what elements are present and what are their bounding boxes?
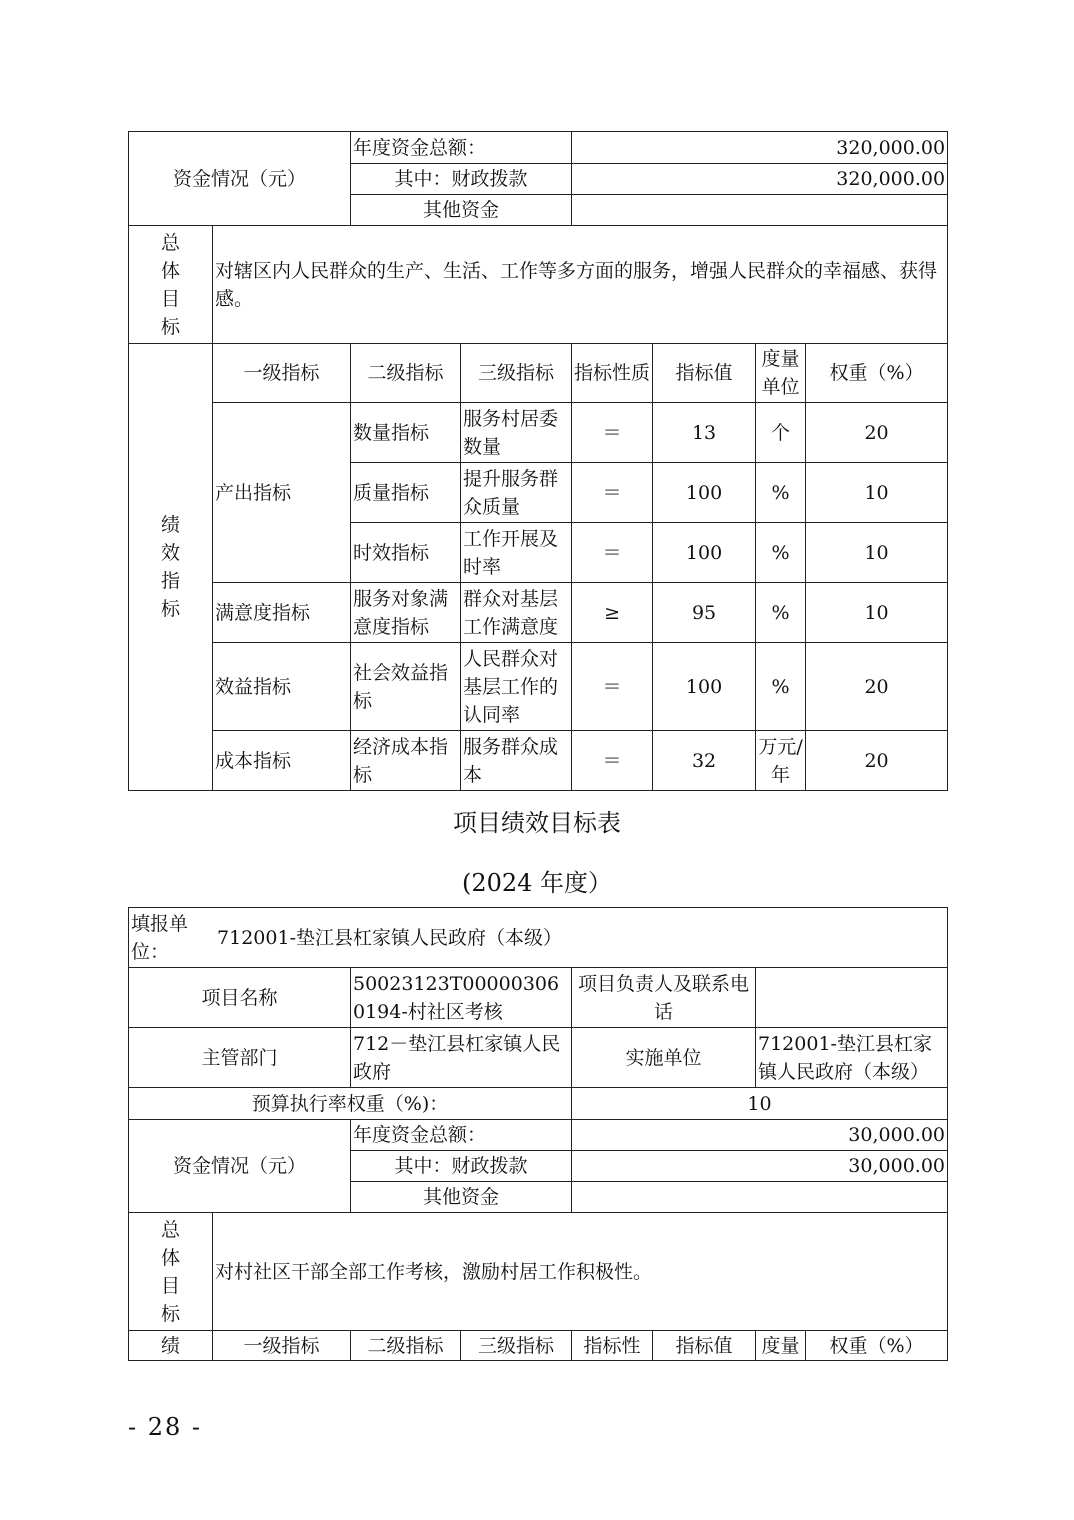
row-unit: % bbox=[756, 643, 806, 731]
row-level1: 满意度指标 bbox=[213, 583, 351, 643]
row-level3: 提升服务群众质量 bbox=[461, 463, 572, 523]
goal-label bbox=[129, 1213, 213, 1331]
contact-value bbox=[756, 968, 948, 1028]
row-unit: % bbox=[756, 463, 806, 523]
funds-label: 资金情况（元） bbox=[129, 1120, 351, 1213]
header-level3: 三级指标 bbox=[461, 344, 572, 403]
row-weight: 20 bbox=[806, 643, 948, 731]
row-level2: 经济成本指标 bbox=[351, 731, 461, 791]
row-value: 32 bbox=[653, 731, 756, 791]
table-row bbox=[129, 403, 948, 463]
budget-weight-value: 10 bbox=[572, 1088, 948, 1120]
header-weight: 权重（%） bbox=[806, 1331, 948, 1361]
row-unit: 万元/年 bbox=[756, 731, 806, 791]
header-level3: 三级指标 bbox=[461, 1331, 572, 1361]
other-funds-label: 其他资金 bbox=[351, 1182, 572, 1213]
dept-value: 712－垫江县杠家镇人民政府 bbox=[351, 1028, 572, 1088]
project-name-label: 项目名称 bbox=[129, 968, 351, 1028]
other-funds-value bbox=[572, 1182, 948, 1213]
goal-label-text: 总体目标 bbox=[160, 231, 180, 338]
reporter-value: 712001-垫江县杠家镇人民政府（本级） bbox=[217, 926, 562, 949]
goal-text: 对辖区内人民群众的生产、生活、工作等多方面的服务，增强人民群众的幸福感、获得感。 bbox=[213, 226, 948, 344]
row-unit: % bbox=[756, 523, 806, 583]
row-weight: 20 bbox=[806, 403, 948, 463]
header-level1: 一级指标 bbox=[213, 1331, 351, 1361]
page-number: - 28 - bbox=[128, 1413, 203, 1441]
row-value: 95 bbox=[653, 583, 756, 643]
contact-label: 项目负责人及联系电话 bbox=[572, 968, 756, 1028]
reporter-row bbox=[129, 908, 948, 968]
perf-label bbox=[129, 344, 213, 791]
header-level1: 一级指标 bbox=[213, 344, 351, 403]
perf-label-text: 绩效指标 bbox=[160, 514, 180, 620]
row-level3: 服务村居委数量 bbox=[461, 403, 572, 463]
annual-total-label: 年度资金总额： bbox=[351, 1120, 572, 1151]
annual-total-value: 320,000.00 bbox=[572, 132, 948, 164]
budget-weight-label: 预算执行率权重（%)： bbox=[129, 1088, 572, 1120]
row-weight: 10 bbox=[806, 583, 948, 643]
header-level2: 二级指标 bbox=[351, 344, 461, 403]
row-nature: ≥ bbox=[572, 583, 653, 643]
row-value: 100 bbox=[653, 463, 756, 523]
header-nature: 指标性 bbox=[572, 1331, 653, 1361]
fiscal-value: 320,000.00 bbox=[572, 164, 948, 195]
row-value: 13 bbox=[653, 403, 756, 463]
header-unit: 度量 bbox=[756, 1331, 806, 1361]
header-value: 指标值 bbox=[653, 1331, 756, 1361]
section-title: 项目绩效目标表 bbox=[453, 809, 621, 837]
row-level2: 数量指标 bbox=[351, 403, 461, 463]
row-nature: ＝ bbox=[572, 731, 653, 791]
section-year: (2024 年度） bbox=[461, 869, 613, 897]
row-nature: ＝ bbox=[572, 643, 653, 731]
row-unit: % bbox=[756, 583, 806, 643]
performance-table-bottom bbox=[128, 907, 948, 1361]
row-value: 100 bbox=[653, 643, 756, 731]
impl-label: 实施单位 bbox=[572, 1028, 756, 1088]
row-level2: 质量指标 bbox=[351, 463, 461, 523]
goal-text: 对村社区干部全部工作考核，激励村居工作积极性。 bbox=[213, 1213, 948, 1331]
row-weight: 10 bbox=[806, 523, 948, 583]
row-nature: ＝ bbox=[572, 463, 653, 523]
table-row bbox=[129, 583, 948, 643]
row-weight: 20 bbox=[806, 731, 948, 791]
impl-value: 712001-垫江县杠家镇人民政府（本级） bbox=[756, 1028, 948, 1088]
row-level3: 工作开展及时率 bbox=[461, 523, 572, 583]
output-level1: 产出指标 bbox=[213, 403, 351, 583]
header-value: 指标值 bbox=[653, 344, 756, 403]
reporter-label: 填报单位： bbox=[131, 912, 189, 963]
row-unit: 个 bbox=[756, 403, 806, 463]
header-level2: 二级指标 bbox=[351, 1331, 461, 1361]
row-level3: 服务群众成本 bbox=[461, 731, 572, 791]
performance-table-top bbox=[128, 131, 948, 791]
row-value: 100 bbox=[653, 523, 756, 583]
dept-label: 主管部门 bbox=[129, 1028, 351, 1088]
other-funds-label: 其他资金 bbox=[351, 195, 572, 226]
row-level1: 成本指标 bbox=[213, 731, 351, 791]
perf-label: 绩 bbox=[129, 1331, 213, 1361]
funds-label: 资金情况（元） bbox=[129, 132, 351, 226]
row-nature: ＝ bbox=[572, 403, 653, 463]
goal-label-text: 总体目标 bbox=[160, 1218, 180, 1325]
fiscal-value: 30,000.00 bbox=[572, 1151, 948, 1182]
annual-total-label: 年度资金总额： bbox=[351, 132, 572, 164]
row-level2: 社会效益指标 bbox=[351, 643, 461, 731]
annual-total-value: 30,000.00 bbox=[572, 1120, 948, 1151]
row-nature: ＝ bbox=[572, 523, 653, 583]
row-level3: 人民群众对基层工作的认同率 bbox=[461, 643, 572, 731]
table-row bbox=[129, 643, 948, 731]
project-name-value: 50023123T000003060194-村社区考核 bbox=[351, 968, 572, 1028]
fiscal-label: 其中：财政拨款 bbox=[351, 164, 572, 195]
row-level3: 群众对基层工作满意度 bbox=[461, 583, 572, 643]
fiscal-label: 其中：财政拨款 bbox=[351, 1151, 572, 1182]
table-row bbox=[129, 731, 948, 791]
other-funds-value bbox=[572, 195, 948, 226]
row-level1: 效益指标 bbox=[213, 643, 351, 731]
goal-label bbox=[129, 226, 213, 344]
row-weight: 10 bbox=[806, 463, 948, 523]
header-weight: 权重（%） bbox=[806, 344, 948, 403]
row-level2: 时效指标 bbox=[351, 523, 461, 583]
row-level2: 服务对象满意度指标 bbox=[351, 583, 461, 643]
header-unit: 度量单位 bbox=[756, 344, 806, 403]
header-nature: 指标性质 bbox=[572, 344, 653, 403]
